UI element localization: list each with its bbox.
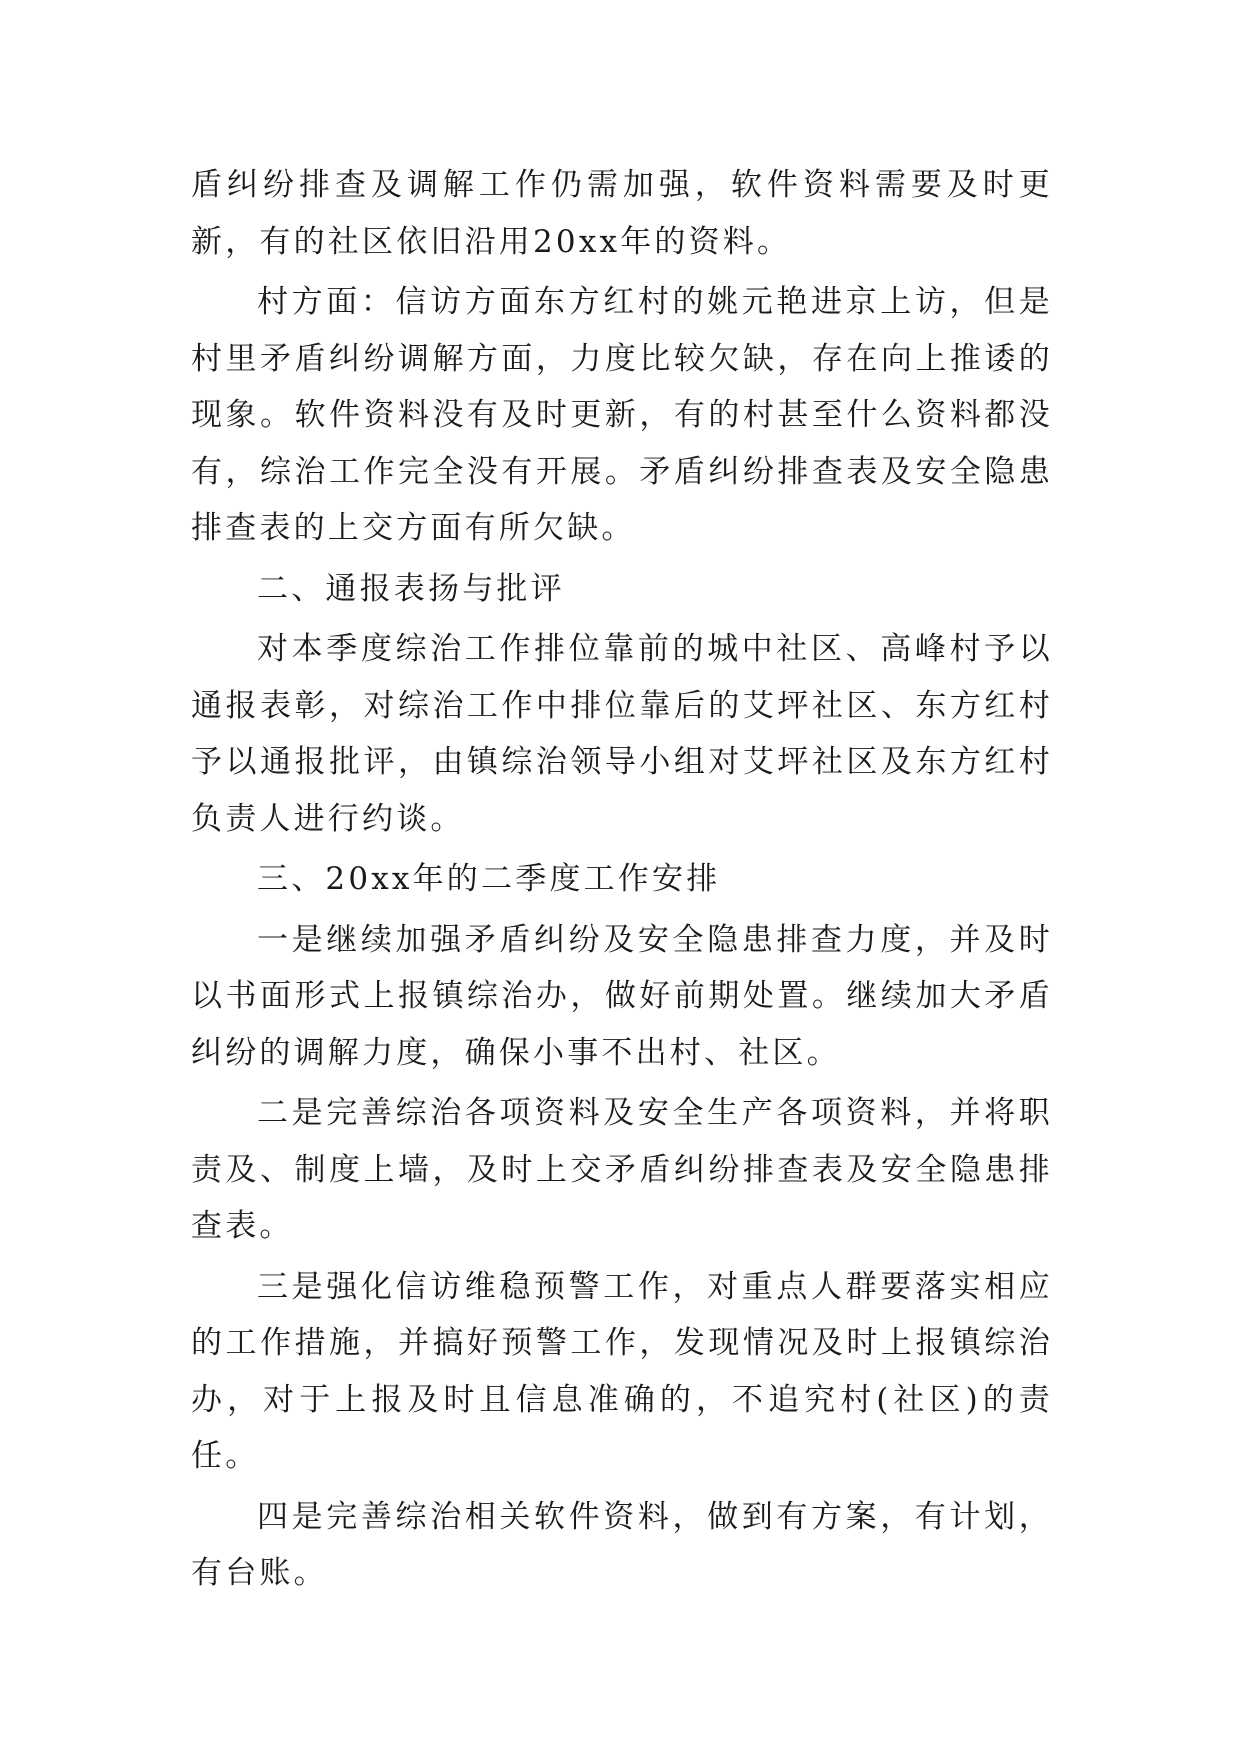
paragraph-commendation: 对本季度综治工作排位靠前的城中社区、高峰村予以通报表彰，对综治工作中排位靠后的艾坪社区、东方红村予以通报批评，由镇综治领导小组对艾坪社区及东方红村负责人进行约谈。 <box>191 631 1053 837</box>
paragraph-task-4: 四是完善综治相关软件资料，做到有方案，有计划，有台账。 <box>191 1498 1053 1591</box>
document-body <box>191 157 1053 1606</box>
section-heading-3: 三、20xx年的二季度工作安排 <box>257 861 721 897</box>
paragraph-task-1: 一是继续加强矛盾纠纷及安全隐患排查力度，并及时以书面形式上报镇综治办，做好前期处置。继续加大矛盾纠纷的调解力度，确保小事不出村、社区。 <box>191 921 1053 1071</box>
paragraph-village: 村方面：信访方面东方红村的姚元艳进京上访，但是村里矛盾纠纷调解方面，力度比较欠缺，存在向上推诿的现象。软件资料没有及时更新，有的村甚至什么资料都没有，综治工作完全没有开展。矛盾纠纷排查表及安全隐患排查表的上交方面有所欠缺。 <box>191 284 1053 546</box>
section-heading-2: 二、通报表扬与批评 <box>257 570 565 607</box>
paragraph-task-2: 二是完善综治各项资料及安全生产各项资料，并将职责及、制度上墙，及时上交矛盾纠纷排查表及安全隐患排查表。 <box>191 1095 1053 1244</box>
paragraph-continuation: 盾纠纷排查及调解工作仍需加强，软件资料需要及时更新，有的社区依旧沿用20xx年的资料。 <box>191 167 1053 260</box>
paragraph-task-3: 三是强化信访维稳预警工作，对重点人群要落实相应的工作措施，并搞好预警工作，发现情况及时上报镇综治办，对于上报及时且信息准确的，不追究村(社区)的责任。 <box>191 1268 1053 1474</box>
